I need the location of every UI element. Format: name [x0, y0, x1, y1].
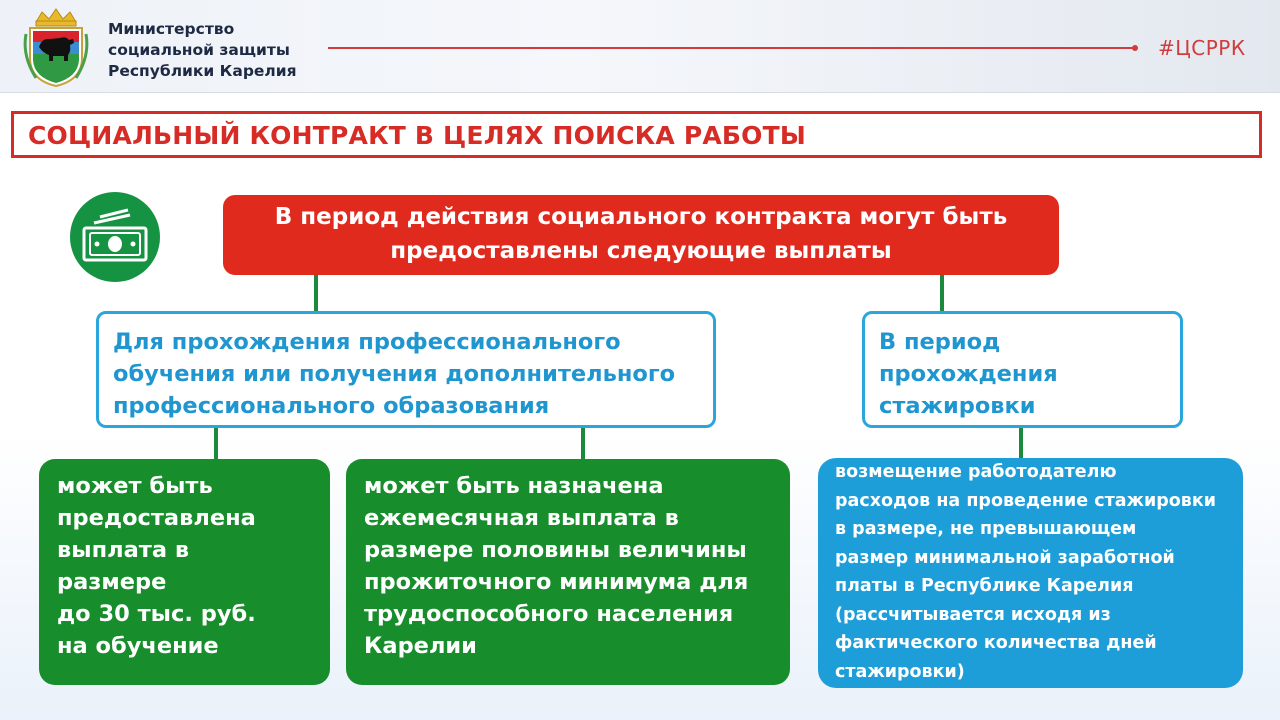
- money-badge: [70, 192, 160, 282]
- training-category-line: Для прохождения профессионального: [113, 329, 621, 355]
- training-payment-line: может быть: [57, 473, 213, 499]
- training-payment-line: на обучение: [57, 633, 219, 659]
- money-banknotes-icon: [70, 192, 160, 282]
- ministry-line: социальной защиты: [108, 41, 290, 59]
- connector-line: [581, 428, 585, 460]
- payments-header-box: [223, 195, 1059, 275]
- internship-reimbursement-line: стажировки): [835, 661, 965, 682]
- ministry-line: Республики Карелия: [108, 62, 297, 80]
- connector-line: [1019, 428, 1023, 460]
- internship-category-line: стажировки: [879, 393, 1036, 419]
- header-divider: [328, 47, 1134, 49]
- monthly-payment-line: размере половины величины: [364, 537, 747, 563]
- connector-line: [314, 275, 318, 312]
- header-divider-dot: [1132, 45, 1138, 51]
- training-payment-box: [39, 459, 330, 685]
- monthly-payment-line: трудоспособного населения: [364, 601, 734, 627]
- ministry-line: Министерство: [108, 20, 235, 38]
- training-payment-line: выплата в: [57, 537, 190, 563]
- monthly-payment-line: может быть назначена: [364, 473, 664, 499]
- internship-reimbursement-line: расходов на проведение стажировки: [835, 490, 1217, 511]
- internship-category-line: В период: [879, 329, 1001, 355]
- payments-header-line: предоставлены следующие выплаты: [390, 238, 892, 264]
- internship-category-box: [862, 311, 1183, 428]
- monthly-payment-box: [346, 459, 790, 685]
- internship-reimbursement-line: (рассчитывается исходя из: [835, 604, 1111, 625]
- monthly-payment-line: ежемесячная выплата в: [364, 505, 679, 531]
- payments-header-line: В период действия социального контракта могут быть: [274, 204, 1008, 230]
- training-category-line: профессионального образования: [113, 393, 550, 419]
- training-category-box: [96, 311, 716, 428]
- internship-reimbursement-line: размер минимальной заработной: [835, 547, 1175, 568]
- internship-reimbursement-box: [818, 458, 1243, 688]
- connector-line: [940, 275, 944, 312]
- page-title: СОЦИАЛЬНЫЙ КОНТРАКТ В ЦЕЛЯХ ПОИСКА РАБОТЫ: [28, 121, 806, 150]
- connector-line: [214, 428, 218, 460]
- hashtag-label: #ЦСРРК: [1158, 36, 1246, 60]
- training-payment-line: предоставлена: [57, 505, 256, 531]
- training-category-line: обучения или получения дополнительного: [113, 361, 676, 387]
- karelia-coat-of-arms-icon: [22, 8, 90, 88]
- internship-reimbursement-line: фактического количества дней: [835, 633, 1157, 653]
- training-payment-line: до 30 тыс. руб.: [57, 601, 256, 627]
- internship-reimbursement-line: платы в Республике Карелия: [835, 576, 1134, 596]
- monthly-payment-line: прожиточного минимума для: [364, 569, 749, 595]
- internship-reimbursement-line: в размере, не превышающем: [835, 519, 1137, 539]
- internship-category-line: прохождения: [879, 361, 1058, 387]
- header: [0, 0, 1280, 93]
- monthly-payment-line: Карелии: [364, 633, 477, 659]
- training-payment-line: размере: [57, 569, 167, 595]
- internship-reimbursement-line: возмещение работодателю: [835, 462, 1117, 482]
- ministry-name: [108, 19, 297, 82]
- title-box: [11, 111, 1262, 158]
